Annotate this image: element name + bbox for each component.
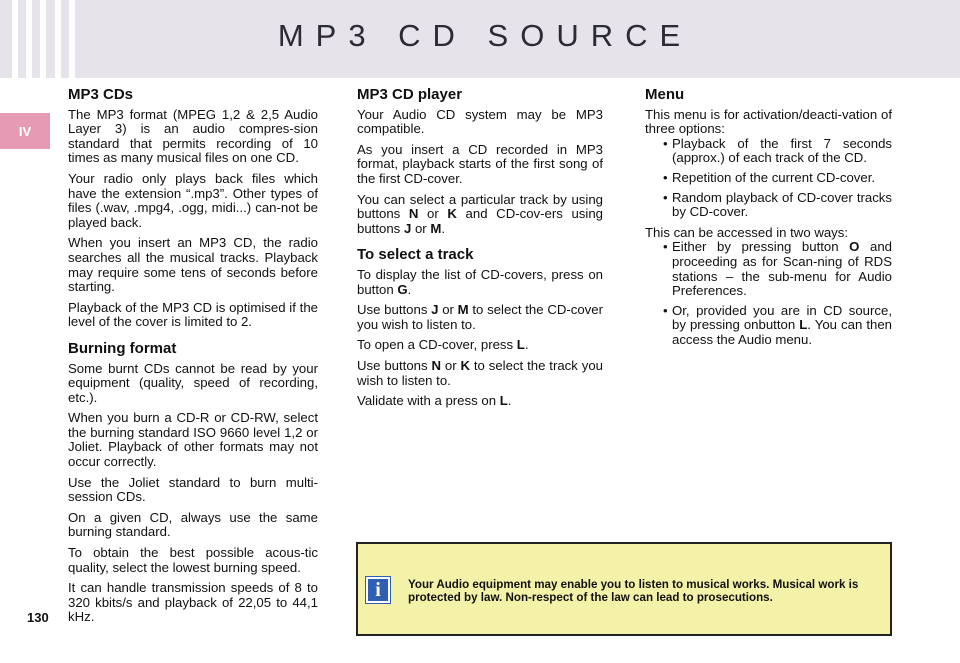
column-menu: [645, 88, 892, 353]
list-item: • Or, provided you are in CD source, by pressing onbutton L. You can then access the Audio menu.: [663, 302, 892, 347]
paragraph: Some burnt CDs cannot be read by your equipment (quality, speed of recording, etc.).: [68, 360, 318, 405]
paragraph: When you burn a CD-R or CD-RW, select the burning standard ISO 9660 level 1,2 or Joliet. Playback of other formats may not occur correctly.: [68, 410, 318, 470]
paragraph: On a given CD, always use the same burning standard.: [68, 509, 318, 540]
list-item: • Repetition of the current CD-cover.: [663, 169, 876, 185]
section-heading: MP3 CD player: [357, 86, 463, 103]
button-key: J: [403, 220, 412, 236]
paragraph: You can select a particular track by using buttons N or K and CD-cov-ers using buttons J or M.: [357, 191, 603, 236]
button-key: J: [431, 302, 439, 318]
button-key: L: [799, 317, 808, 333]
list-item: • Either by pressing button O and proceeding as for Scan-ning of RDS stations – the sub-menu for Audio Preferences.: [663, 239, 893, 299]
paragraph: As you insert a CD recorded in MP3 format, playback starts of the first song of the first CD-cover.: [357, 141, 603, 186]
info-icon: i: [366, 577, 390, 603]
column-mp3-cd-player: [357, 88, 603, 415]
info-notice: [356, 542, 892, 636]
paragraph: Use the Joliet standard to burn multi-session CDs.: [68, 474, 318, 505]
section-heading: Burning format: [68, 339, 177, 357]
paragraph: Use buttons J or M to select the CD-cover you wish to listen to.: [357, 302, 604, 332]
paragraph: To display the list of CD-covers, press on button G.: [357, 266, 603, 297]
info-text: Your Audio equipment may enable you to listen to musical works. Musical work is protected by law. Non-respect of the law can lead to prosecutions.: [408, 578, 859, 604]
paragraph: Your radio only plays back files which have the extension “.mp3”. Other types of files (.wav, .mpg4, .ogg, midi...) can-not be played back.: [68, 170, 318, 230]
paragraph: Use buttons N or K to select the track you wish to listen to.: [357, 357, 603, 388]
button-key: K: [447, 206, 457, 222]
paragraph: This can be accessed in two ways:: [645, 224, 849, 240]
button-key: N: [431, 357, 441, 373]
paragraph: It can handle transmission speeds of 8 to 320 kbits/s and playback of 22,05 to 44,1 kHz.: [68, 580, 318, 625]
button-key: M: [430, 220, 442, 236]
page-title: MP3 CD SOURCE: [277, 18, 693, 53]
button-key: G: [397, 281, 408, 297]
paragraph: To obtain the best possible acous-tic quality, select the lowest burning speed.: [68, 545, 318, 575]
list-item: • Random playback of CD-cover tracks by CD-cover.: [663, 189, 892, 220]
paragraph: The MP3 format (MPEG 1,2 & 2,5 Audio Layer 3) is an audio compres-sion standard that permits recording of 10 times as many musical files on one CD.: [68, 106, 318, 166]
paragraph: When you insert an MP3 CD, the radio searches all the musical tracks. Playback may require some tens of seconds before starting.: [68, 235, 318, 295]
paragraph: Validate with a press on L.: [357, 393, 512, 409]
button-key: N: [408, 206, 419, 222]
column-mp3-cds: [68, 88, 318, 631]
section-heading: Menu: [645, 86, 685, 103]
list-item: • Playback of the first 7 seconds (approx.) of each track of the CD.: [663, 135, 892, 166]
section-heading: MP3 CDs: [68, 86, 134, 103]
option-list: [645, 137, 892, 220]
section-tab: IV: [0, 113, 50, 149]
button-key: M: [457, 302, 469, 318]
page-number: 130: [27, 610, 49, 625]
button-key: L: [516, 337, 525, 353]
paragraph: This menu is for activation/deacti-vation of three options:: [645, 106, 892, 137]
paragraph: To open a CD-cover, press L.: [357, 337, 529, 353]
access-list: [645, 240, 892, 347]
header-band: [0, 0, 960, 78]
paragraph: Your Audio CD system may be MP3 compatible.: [357, 106, 603, 137]
button-key: O: [849, 239, 860, 255]
button-key: L: [499, 393, 508, 409]
button-key: K: [460, 357, 471, 373]
paragraph: Playback of the MP3 CD is optimised if the level of the cover is limited to 2.: [68, 299, 318, 330]
section-heading: To select a track: [357, 246, 474, 264]
